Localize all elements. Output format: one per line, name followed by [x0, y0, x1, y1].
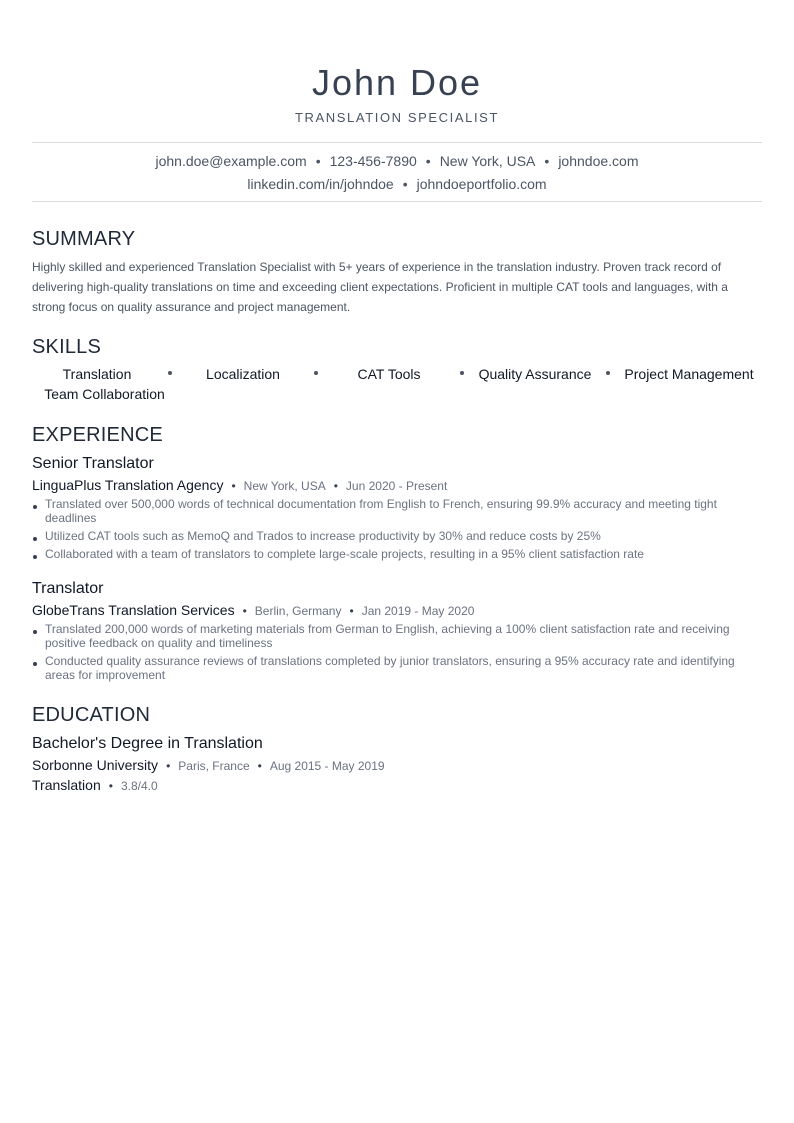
education-heading: EDUCATION [32, 704, 151, 726]
job-1-location: New York, USA [243, 479, 326, 493]
experience-heading: EXPERIENCE [32, 424, 163, 446]
list-item: Translated 200,000 words of marketing materials from German to English, achieving a 100% client satisfaction rate and receiving positive feedback on quality and timeliness [32, 622, 762, 650]
list-item: Translated over 500,000 words of technical documentation from English to French, ensuring 99.9% accuracy and meeting tight deadlines [32, 497, 762, 525]
skill-separator [606, 371, 610, 375]
skill-item: Translation [62, 366, 132, 382]
summary-text: Highly skilled and experienced Translation Specialist with 5+ years of experience in the translation industry. Proven track record of delivering high-quality translations on time and exceeding client expectations. Proficient in multiple CAT tools and languages, with a strong focus on quality assurance and project management. [32, 260, 728, 314]
phone-number: 123-456-7890 [329, 153, 417, 169]
education-dates: Aug 2015 - May 2019 [269, 759, 385, 773]
job-2-company: GlobeTrans Translation Services [32, 602, 235, 618]
location-text: New York, USA [439, 153, 536, 169]
job-2-title: Translator [32, 580, 104, 597]
separator-dot: • [257, 759, 262, 773]
job-1-dates: Jun 2020 - Present [345, 479, 448, 493]
separator-dot: • [544, 153, 550, 169]
portfolio-link[interactable]: johndoeportfolio.com [416, 176, 547, 192]
separator-dot: • [242, 604, 247, 618]
job-1-bullets [32, 497, 762, 565]
linkedin-link[interactable]: linkedin.com/in/johndoe [247, 176, 394, 192]
skill-separator [168, 371, 172, 375]
separator-dot: • [333, 479, 338, 493]
header-divider-bottom [32, 201, 762, 202]
separator-dot: • [349, 604, 354, 618]
list-item: Conducted quality assurance reviews of translations completed by junior translators, ensuring a 95% accuracy rate and identifying areas for improvement [32, 654, 762, 682]
skills-row-1 [32, 366, 762, 386]
education-field-row [32, 777, 158, 793]
school-location: Paris, France [178, 759, 250, 773]
separator-dot: • [402, 176, 408, 192]
job-2-bullets [32, 622, 762, 686]
contact-line-1 [32, 153, 762, 169]
website-link[interactable]: johndoe.com [558, 153, 639, 169]
job-1-title: Senior Translator [32, 455, 154, 472]
candidate-name: John Doe [311, 62, 483, 103]
field-of-study: Translation [32, 777, 101, 793]
degree-title: Bachelor's Degree in Translation [32, 735, 263, 752]
skill-separator [460, 371, 464, 375]
skill-item: Project Management [624, 366, 754, 382]
separator-dot: • [315, 153, 321, 169]
contact-line-2 [32, 176, 762, 192]
job-2-dates: Jan 2019 - May 2020 [361, 604, 475, 618]
skills-row-2 [32, 386, 762, 406]
job-2-meta [32, 602, 474, 618]
skill-item: Team Collaboration [44, 386, 165, 402]
job-2-location: Berlin, Germany [254, 604, 342, 618]
job-1-meta [32, 477, 447, 493]
summary-heading: SUMMARY [32, 228, 136, 250]
job-title-heading: TRANSLATION SPECIALIST [295, 110, 499, 125]
skill-item: Localization [206, 366, 280, 382]
skill-item: CAT Tools [357, 366, 421, 382]
separator-dot: • [166, 759, 171, 773]
education-meta [32, 757, 385, 773]
separator-dot: • [108, 779, 113, 793]
school-name: Sorbonne University [32, 757, 159, 773]
gpa-value: 3.8/4.0 [120, 779, 158, 793]
job-1-company: LinguaPlus Translation Agency [32, 477, 224, 493]
email-link[interactable]: john.doe@example.com [155, 153, 307, 169]
skills-heading: SKILLS [32, 336, 102, 358]
header-divider-top [32, 142, 762, 143]
list-item: Collaborated with a team of translators to complete large-scale projects, resulting in a 95% client satisfaction rate [32, 547, 762, 561]
skill-item: Quality Assurance [478, 366, 592, 382]
list-item: Utilized CAT tools such as MemoQ and Trados to increase productivity by 30% and reduce costs by 25% [32, 529, 762, 543]
skill-separator [314, 371, 318, 375]
separator-dot: • [425, 153, 431, 169]
separator-dot: • [231, 479, 236, 493]
